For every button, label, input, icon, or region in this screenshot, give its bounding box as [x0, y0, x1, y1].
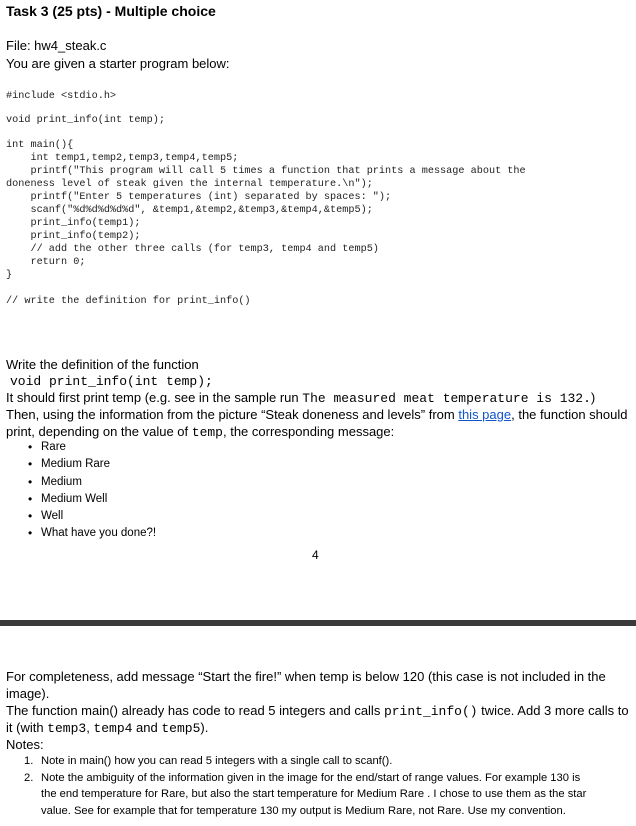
body-paragraph-3: [6, 406, 627, 423]
list-item: [0, 770, 586, 820]
code-line: }: [6, 270, 13, 281]
function-signature: [10, 372, 213, 390]
temp5-code: temp5: [161, 721, 201, 736]
text-run: ,: [86, 720, 94, 735]
temp4-code: temp4: [93, 721, 133, 736]
page2-paragraph-1: For completeness, add message “Start the fire!” when temp is below 120 (this case is not included in the: [6, 669, 606, 684]
note-line: Note in main() how you can read 5 integers with a single call to scanf().: [41, 755, 393, 767]
text-run: Then, using the information from the picture “Steak doneness and levels” from: [6, 407, 459, 422]
text-run: twice. Add 3 more calls to: [477, 703, 629, 718]
text-run: ): [590, 390, 596, 405]
code-include: #include <stdio.h>: [6, 91, 117, 102]
list-item: • Medium: [0, 474, 156, 491]
notes-label: Notes:: [6, 737, 44, 752]
doneness-list: [0, 439, 156, 543]
code-line: doneness level of steak given the internal temperature.\n");: [6, 179, 373, 190]
code-main-block: [6, 139, 526, 282]
page2-paragraph-3: [6, 719, 208, 737]
code-line: scanf("%d%d%d%d%d", &temp1,&temp2,&temp3,&temp4,&temp5);: [6, 205, 373, 216]
this-page-link[interactable]: this page: [458, 407, 512, 422]
code-line: print_info(temp2);: [6, 231, 141, 242]
function-signature-code: void print_info(int temp);: [10, 374, 213, 389]
code-line: int main(){: [6, 140, 74, 151]
list-item: [0, 753, 586, 770]
page2-paragraph-2: [6, 702, 629, 720]
list-item: • Medium Well: [0, 491, 156, 508]
text-run: print, depending on the value of: [6, 424, 192, 439]
code-line: int temp1,temp2,temp3,temp4,temp5;: [6, 153, 239, 164]
text-run: The function main() already has code to read 5 integers and calls: [6, 703, 384, 718]
code-line: // add the other three calls (for temp3, temp4 and temp5): [6, 244, 379, 255]
text-run: and: [132, 720, 162, 735]
note-number: 1.: [24, 755, 34, 767]
temp3-code: temp3: [47, 721, 87, 736]
text-run: ).: [200, 720, 209, 735]
text-run: it (with: [6, 720, 48, 735]
code-line: print_info(temp1);: [6, 218, 141, 229]
print-info-code: print_info(): [383, 704, 478, 719]
note-line: value. See for example that for temperature 130 my output is Medium Rare, not Rare. Use my convention.: [41, 804, 566, 817]
note-number: 2.: [24, 771, 34, 784]
notes-list: [0, 753, 586, 819]
sample-output-code: The measured meat temperature is 132.: [302, 391, 591, 406]
page-title: Task 3 (25 pts) - Multiple choice: [6, 3, 216, 19]
list-item: • Well: [0, 508, 156, 525]
list-item: • What have you done?!: [0, 525, 156, 542]
code-prototype: void print_info(int temp);: [6, 115, 165, 126]
body-paragraph-1: Write the definition of the function: [6, 357, 199, 372]
note-line: Note the ambiguity of the information given in the image for the end/start of range values. For example 130 is: [41, 771, 581, 784]
code-line: printf("This program will call 5 times a function that prints a message about the: [6, 166, 526, 177]
code-comment: // write the definition for print_info(): [6, 296, 251, 307]
page-number: 4: [312, 548, 319, 562]
note-line: the end temperature for Rare, but also the start temperature for Medium Rare . I chose to use them as the star: [41, 788, 587, 800]
page-separator: [0, 620, 636, 626]
body-paragraph-2: [6, 389, 595, 407]
temp-code: temp: [191, 425, 223, 440]
list-item: • Rare: [0, 439, 156, 456]
intro-text: You are given a starter program below:: [6, 56, 230, 71]
code-line: return 0;: [6, 257, 86, 268]
text-run: , the corresponding message:: [222, 424, 395, 439]
code-line: printf("Enter 5 temperatures (int) separated by spaces: ");: [6, 192, 392, 203]
text-run: It should first print temp (e.g. see in the sample run: [6, 390, 303, 405]
text-run: , the function should: [511, 407, 628, 422]
file-name: File: hw4_steak.c: [6, 38, 107, 53]
page2-paragraph-1b: image).: [6, 686, 50, 701]
list-item: • Medium Rare: [0, 456, 156, 473]
